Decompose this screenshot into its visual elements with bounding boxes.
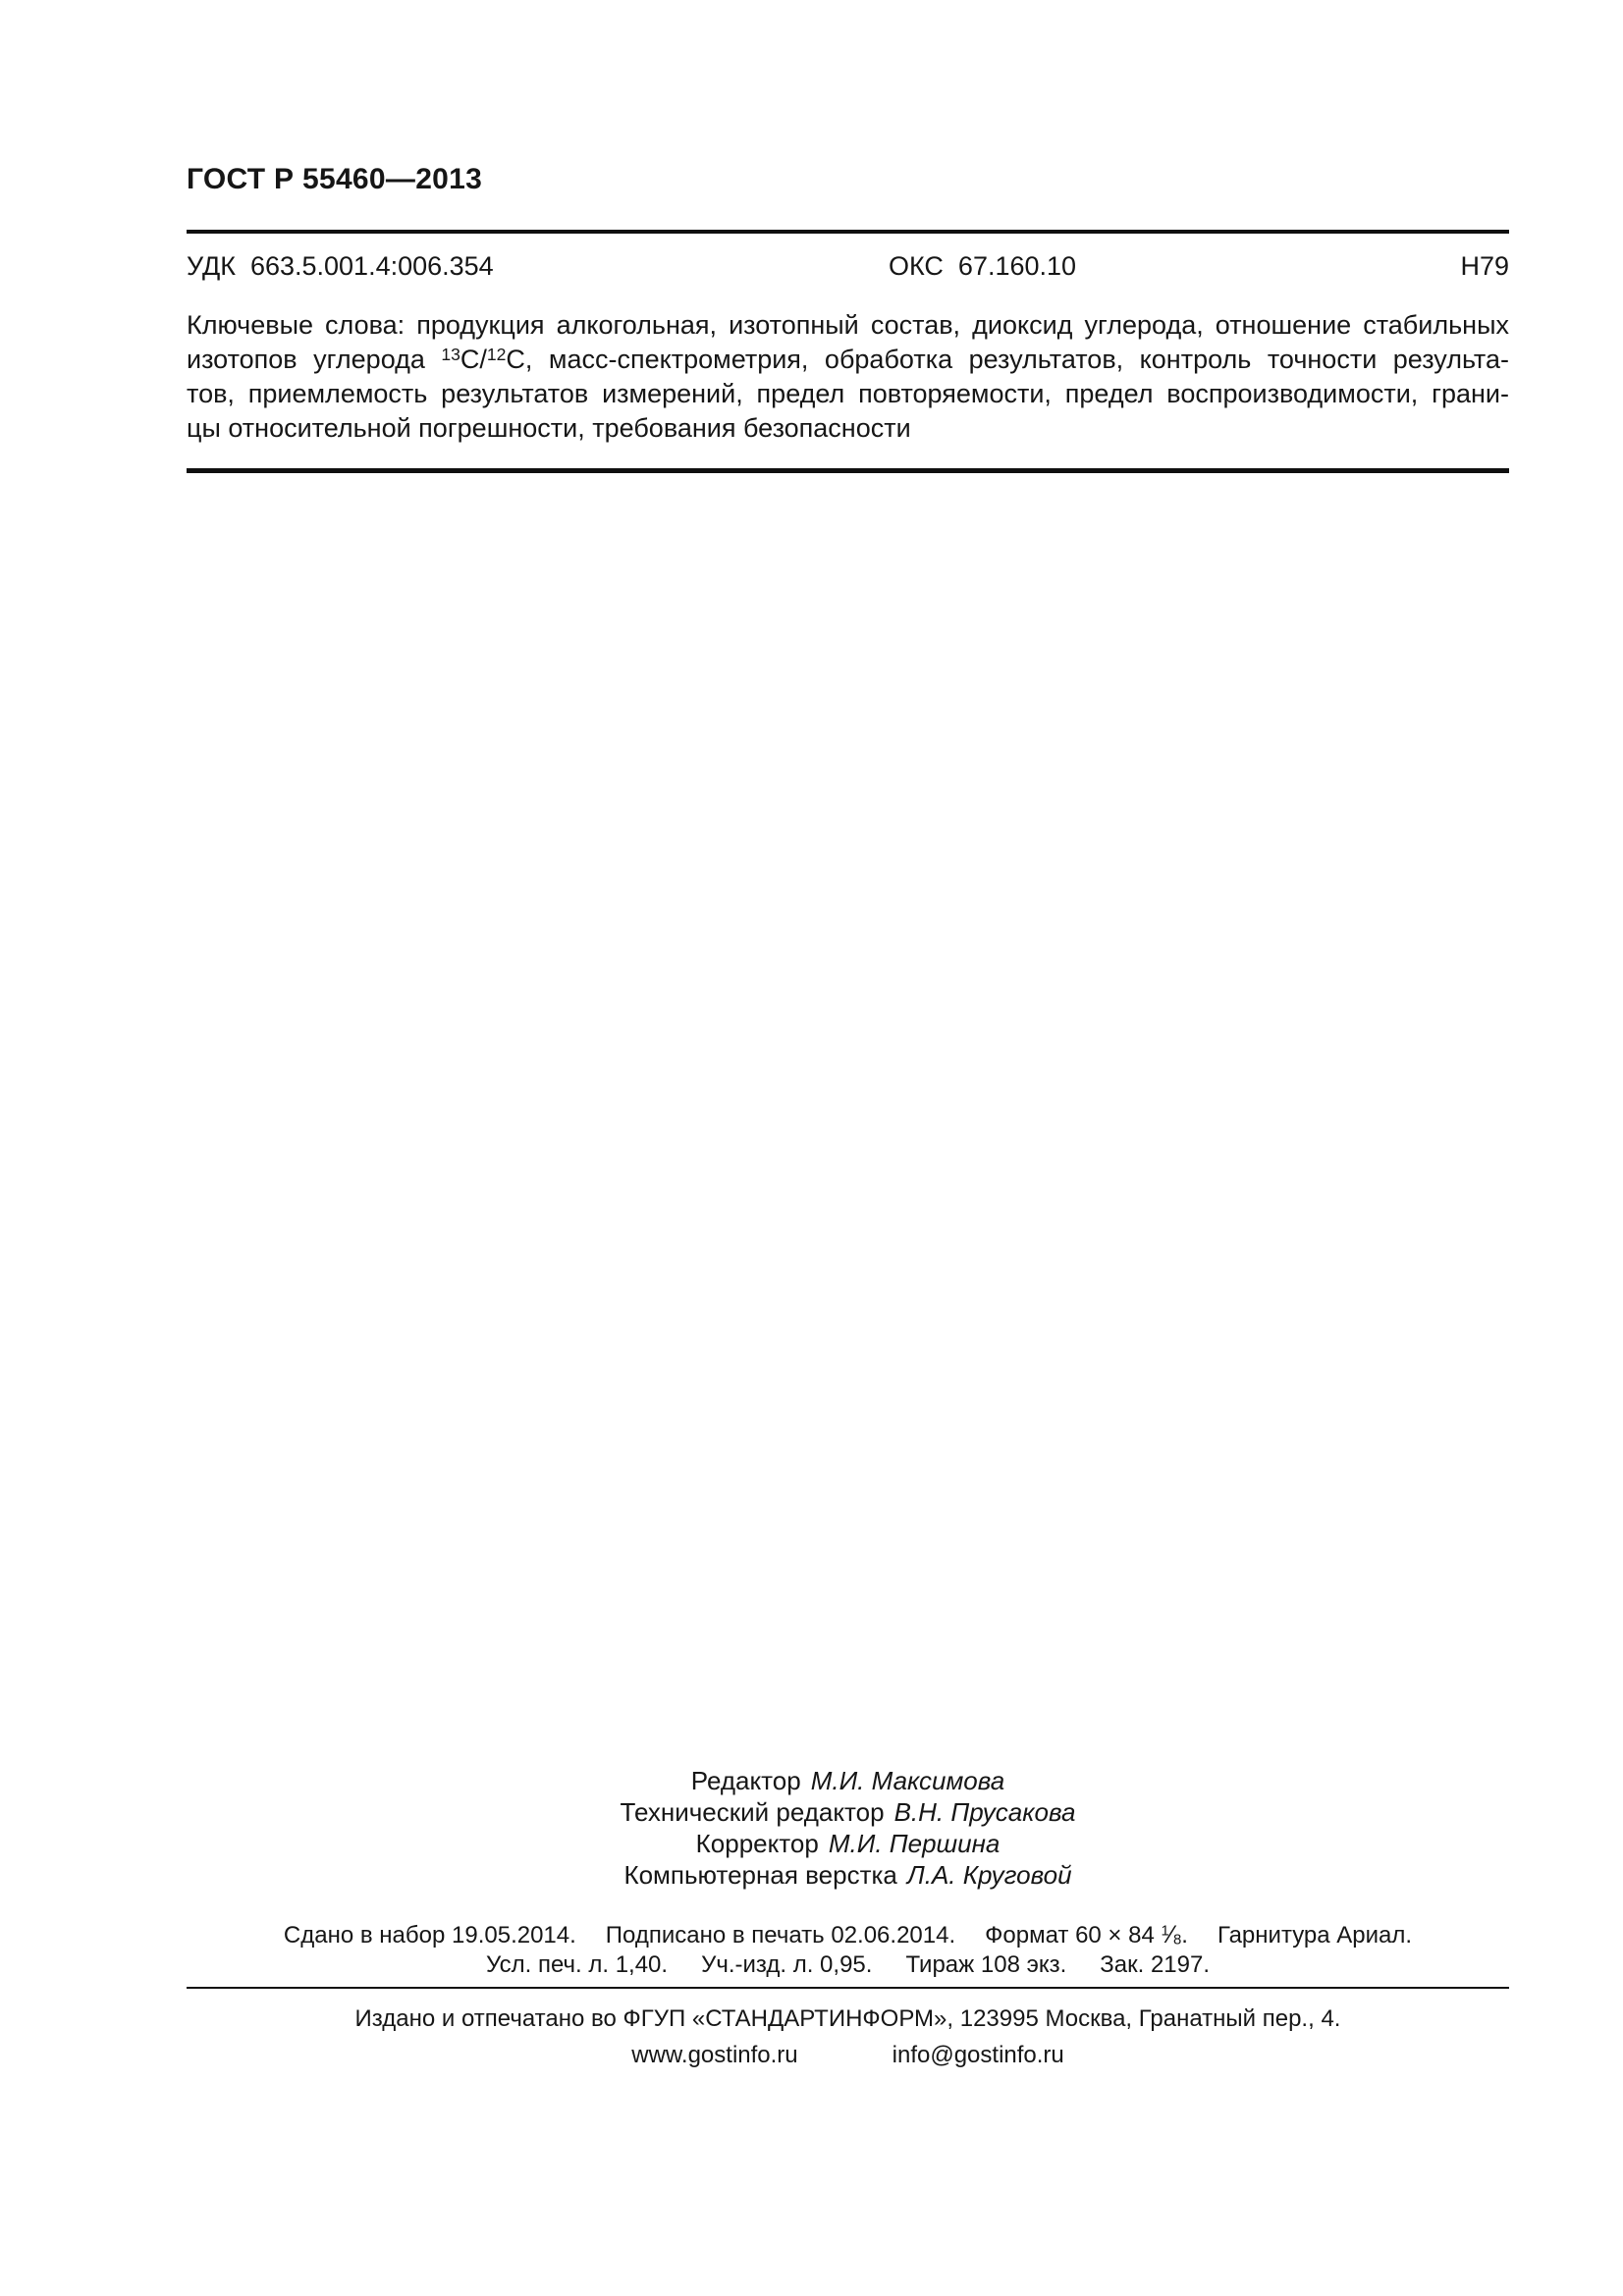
credit-name: В.Н. Прусакова [893,1797,1076,1827]
paper-format [985,1921,1188,1949]
paper-format-period: . [1181,1922,1188,1949]
fraction-numerator: 1 [1161,1923,1169,1940]
print-signed-date: Подписано в печать 02.06.2014. [605,1922,956,1949]
doc-code: ГОСТ Р 55460—2013 [187,163,483,195]
codes-row [187,251,1509,283]
credit-line [187,1796,1509,1828]
keywords-line-4: цы относительной погрешности, требования безопасности [187,413,911,443]
isotope-13-superscript: 13 [441,345,460,365]
oks-code: ОКС 67.160.10 [889,251,1077,281]
credit-name: М.И. Першина [828,1829,1001,1858]
isotope-c-slash: С/ [460,345,487,374]
keywords-line-2 [187,343,1509,377]
email-text: info@gostinfo.ru [892,2042,1064,2068]
keywords-line-2-text: изотопов углерода [187,345,442,374]
credit-name: Л.А. Круговой [906,1860,1072,1890]
website-text: www.gostinfo.ru [631,2042,798,2068]
typeface-name: Гарнитура Ариал. [1217,1922,1413,1949]
fraction-slash: ⁄ [1168,1921,1173,1949]
paper-format-text: Формат 60 × 84 [985,1922,1162,1949]
isotope-12-superscript: 12 [486,345,507,365]
one-eighth-fraction [1161,1922,1181,1949]
divider-top [187,230,1509,234]
credit-name: М.И. Максимова [810,1766,1005,1795]
typeset-date: Сдано в набор 19.05.2014. [283,1922,576,1949]
order-number: Зак. 2197. [1100,1951,1211,1978]
credit-role: Технический редактор [620,1797,885,1827]
print-info-line-1 [187,1921,1509,1949]
print-info-line-2 [187,1951,1509,1979]
keywords-paragraph [187,308,1509,446]
credit-role: Редактор [690,1766,801,1795]
credit-role: Корректор [695,1829,819,1858]
publishing-sheets: Уч.-изд. л. 0,95. [701,1951,873,1978]
publisher-address: Издано и отпечатано во ФГУП «СТАНДАРТИНФОРМ», 123995 Москва, Гранатный пер., 4. [354,2005,1341,2032]
publisher-contacts [187,2042,1509,2069]
divider-bottom [187,1987,1509,1989]
credit-line [187,1828,1509,1859]
credits-block [187,1765,1509,1891]
print-run: Тираж 108 экз. [905,1951,1067,1978]
keywords-line-1: Ключевые слова: продукция алкогольная, изотопный состав, диоксид углерода, отношение стабильных [187,310,1509,340]
credit-role: Компьютерная верстка [623,1860,897,1890]
credit-line [187,1859,1509,1891]
divider-middle [187,468,1509,473]
udk-code: УДК 663.5.001.4:006.354 [187,251,494,281]
credit-line [187,1765,1509,1796]
conditional-printed-sheets: Усл. печ. л. 1,40. [485,1951,669,1978]
fraction-denominator: 8 [1172,1932,1182,1949]
keywords-line-2-rest: С, масс-спектрометрия, обработка результатов, контроль точности результа- [506,345,1509,374]
keywords-line-3: тов, приемлемость результатов измерений, предел повторяемости, предел воспроизводимости, грани- [187,379,1509,408]
classification-index: Н79 [1460,251,1509,281]
